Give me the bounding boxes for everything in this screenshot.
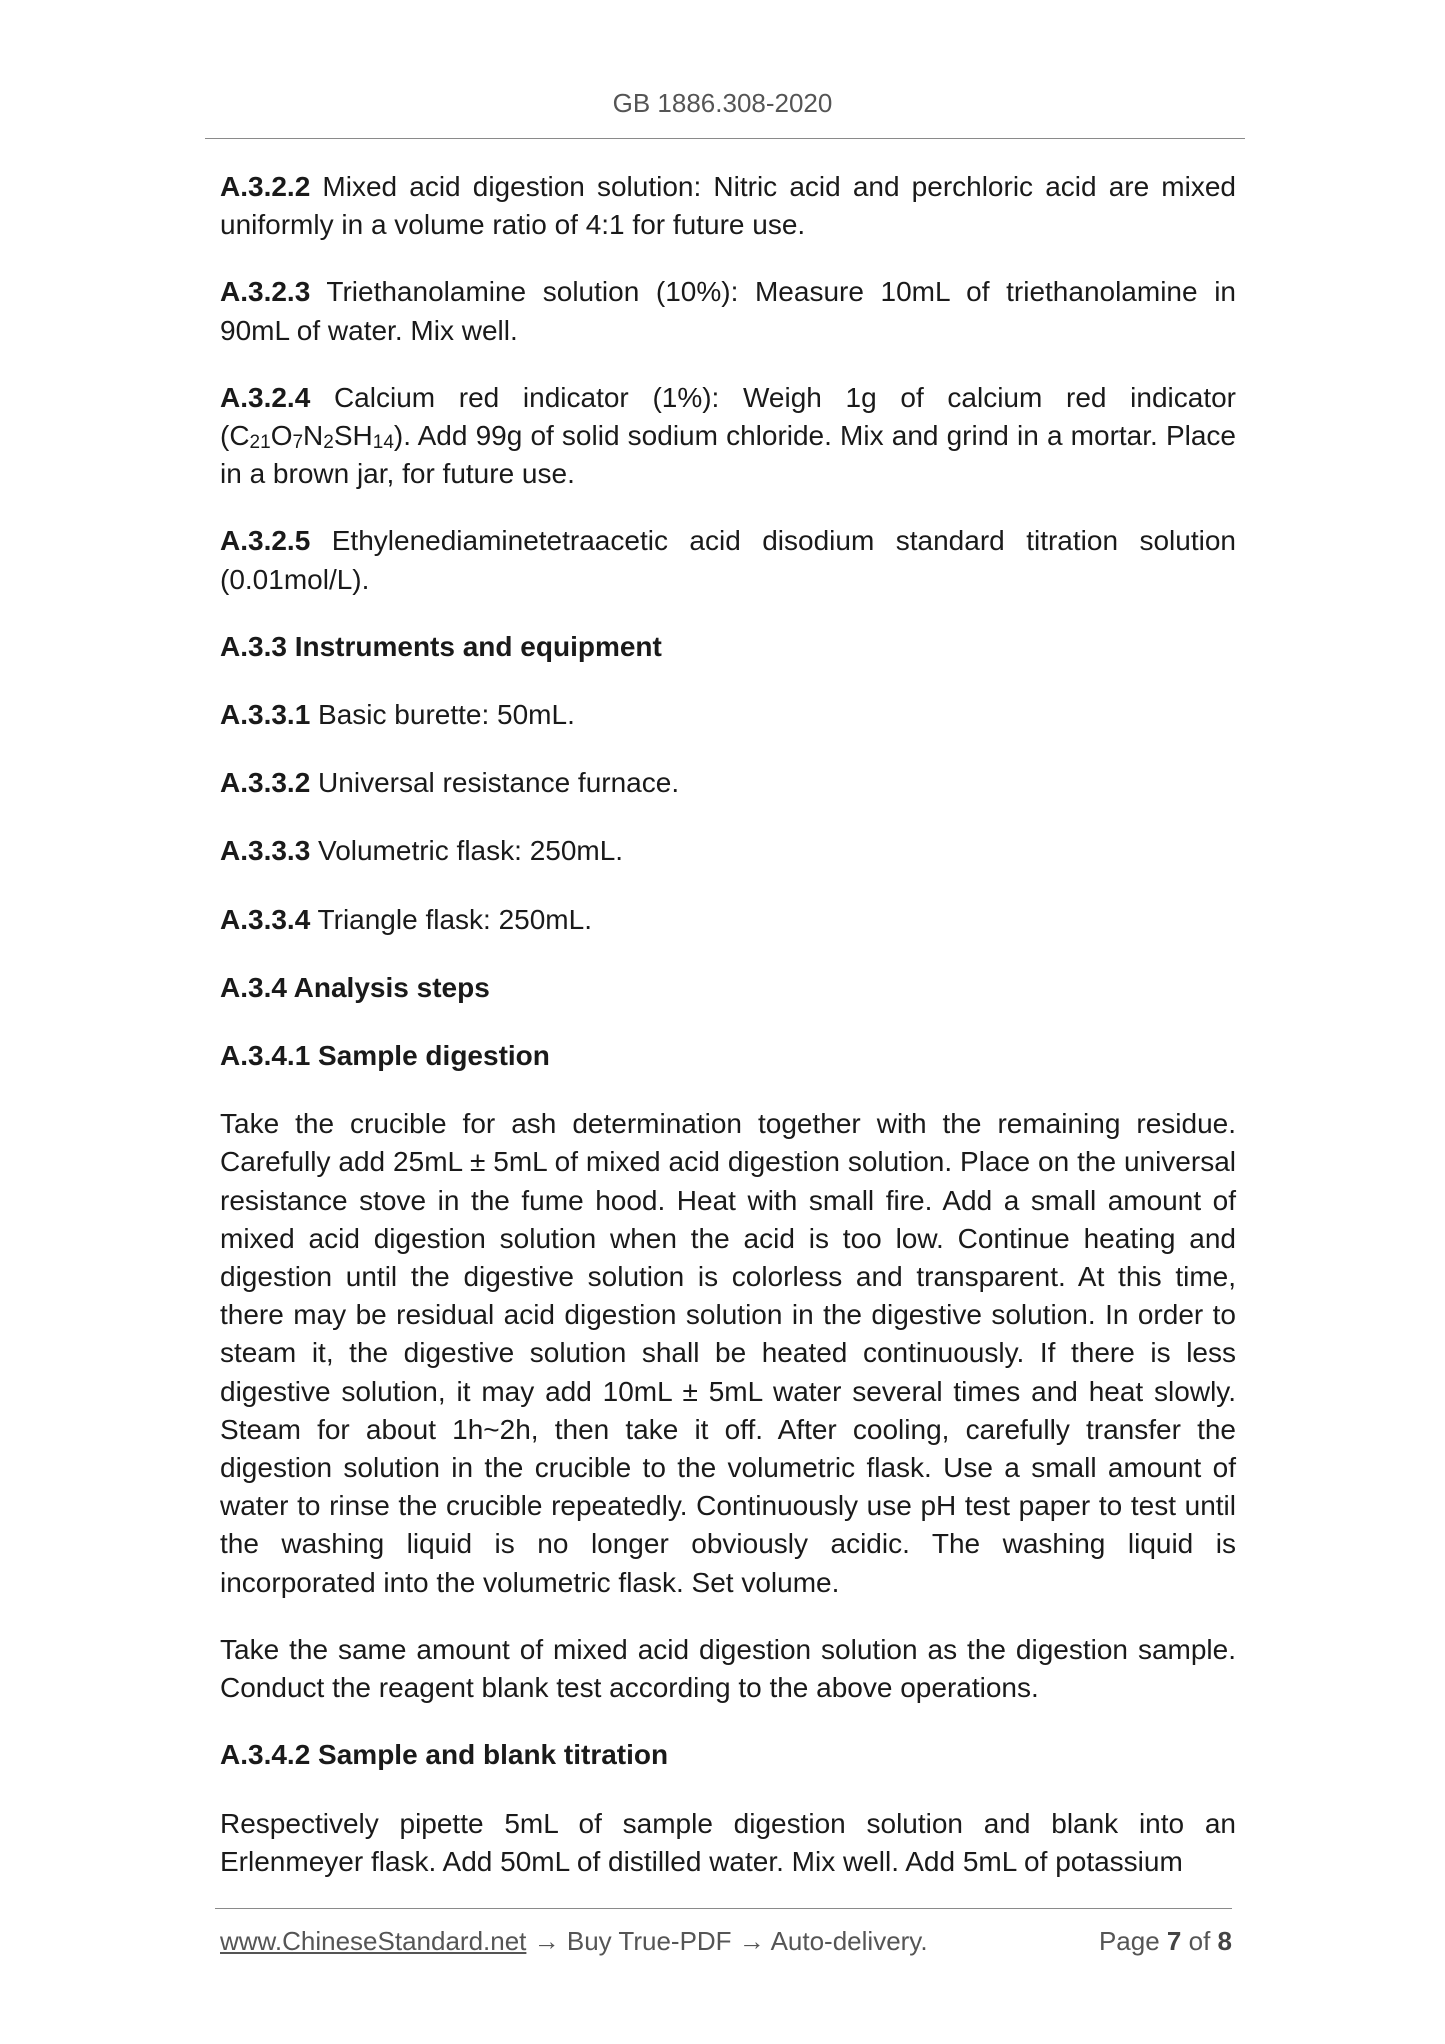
footer-divider <box>215 1908 1232 1909</box>
page-footer <box>220 1926 1232 1966</box>
section-heading-a3-3 <box>220 628 1236 666</box>
page-label: Page <box>1098 1926 1167 1956</box>
clause-a3-2-5 <box>220 522 1236 598</box>
clause-number: A.3.2.5 <box>220 525 311 557</box>
heading-text: A.3.3 Instruments and equipment <box>220 630 662 662</box>
paragraph-reagent-blank: Take the same amount of mixed acid digestion solution as the digestion sample. Conduct the reagent blank test according to the above operations. <box>220 1633 1236 1704</box>
clause-text: Triethanolamine solution (10%): Measure 10mL of triethanolamine in 90mL of water. Mix well. <box>220 276 1236 346</box>
clause-text: Volumetric flask: 250mL. <box>310 835 624 867</box>
clause-a3-3-1 <box>220 696 1236 734</box>
page-header <box>0 88 1445 119</box>
clause-a3-3-3 <box>220 832 1236 870</box>
clause-number: A.3.3.1 <box>220 699 311 731</box>
clause-a3-3-4 <box>220 901 1236 939</box>
formula-subscript: 14 <box>372 432 394 454</box>
clause-text: Triangle flask: 250mL. <box>310 903 592 935</box>
clause-text: Basic burette: 50mL. <box>310 699 575 731</box>
formula-element: N <box>303 420 324 452</box>
clause-number: A.3.2.3 <box>220 276 311 308</box>
clause-a3-2-3 <box>220 273 1236 349</box>
formula-element: O <box>270 420 293 452</box>
clause-number: A.3.2.4 <box>220 381 311 413</box>
heading-text: A.3.4 Analysis steps <box>220 971 490 1003</box>
clause-number: A.3.2.2 <box>220 171 311 202</box>
paragraph-digestion-procedure: Take the crucible for ash determination together with the remaining residue. Carefully add 25mL ± 5mL of mixed acid digestion solution. Place on the universal resistance stove in the fume hood. Heat with small fire. Add a small amount of mixed acid digestion solution when the acid is too low. Continue heating and digestion until the digestive solution is colorless and transparent. At this time, there may be residual acid digestion solution in the digestive solution. In order to steam it, the digestive solution shall be heated continuously. If there is less digestive solution, it may add 10mL ± 5mL water several times and heat slowly. Steam for about 1h~2h, then take it off. After cooling, carefully transfer the digestion solution in the crucible to the volumetric flask. Use a small amount of water to rinse the crucible repeatedly. Continuously use pH test paper to test until the washing liquid is no longer obviously acidic. The washing liquid is incorporated into the volumetric flask. Set volume. <box>220 1108 1236 1598</box>
paragraph-titration: Respectively pipette 5mL of sample digestion solution and blank into an Erlenmeyer flask. Add 50mL of distilled water. Mix well. Add 5mL of potassium <box>220 1807 1236 1877</box>
document-code: GB 1886.308-2020 <box>612 88 833 118</box>
clause-text: Universal resistance furnace. <box>310 767 680 799</box>
formula-subscript: 2 <box>323 432 334 454</box>
clause-text: Calcium red indicator (1%): Weigh 1g of calcium red indicator (C <box>220 381 1236 452</box>
total-page-number: 8 <box>1217 1926 1232 1956</box>
clause-text: Mixed acid digestion solution: Nitric acid and perchloric acid are mixed uniformly in a volume ratio of 4:1 for future use. <box>220 171 1236 241</box>
document-body <box>220 168 1236 1910</box>
clause-a3-2-2 <box>220 168 1236 244</box>
clause-text: Ethylenediaminetetraacetic acid disodium standard titration solution (0.01mol/L). <box>220 525 1236 595</box>
section-heading-a3-4-1 <box>220 1037 1236 1075</box>
section-heading-a3-4 <box>220 969 1236 1007</box>
clause-number: A.3.3.2 <box>220 767 311 799</box>
current-page-number: 7 <box>1166 1926 1182 1956</box>
footer-tagline: → Buy True-PDF → Auto-delivery. <box>526 1926 928 1956</box>
of-label: of <box>1181 1926 1218 1956</box>
website-link[interactable]: www.ChineseStandard.net <box>220 1926 527 1956</box>
clause-a3-2-4 <box>220 379 1236 494</box>
page-indicator <box>1099 1926 1232 1957</box>
heading-text: A.3.4.2 Sample and blank titration <box>220 1739 669 1771</box>
clause-number: A.3.3.3 <box>220 835 311 867</box>
clause-a3-3-2 <box>220 764 1236 802</box>
header-divider <box>205 138 1245 139</box>
heading-text: A.3.4.1 Sample digestion <box>220 1040 550 1072</box>
formula-subscript: 21 <box>249 432 271 454</box>
formula-subscript: 7 <box>292 432 304 454</box>
section-heading-a3-4-2 <box>220 1736 1236 1774</box>
clause-number: A.3.3.4 <box>220 903 311 935</box>
footer-promo <box>220 1926 928 1957</box>
clause-text: ). Add 99g of solid sodium chloride. Mix and grind in a mortar. Place in a brown jar, for future use. <box>220 420 1236 490</box>
formula-element: SH <box>333 420 373 452</box>
